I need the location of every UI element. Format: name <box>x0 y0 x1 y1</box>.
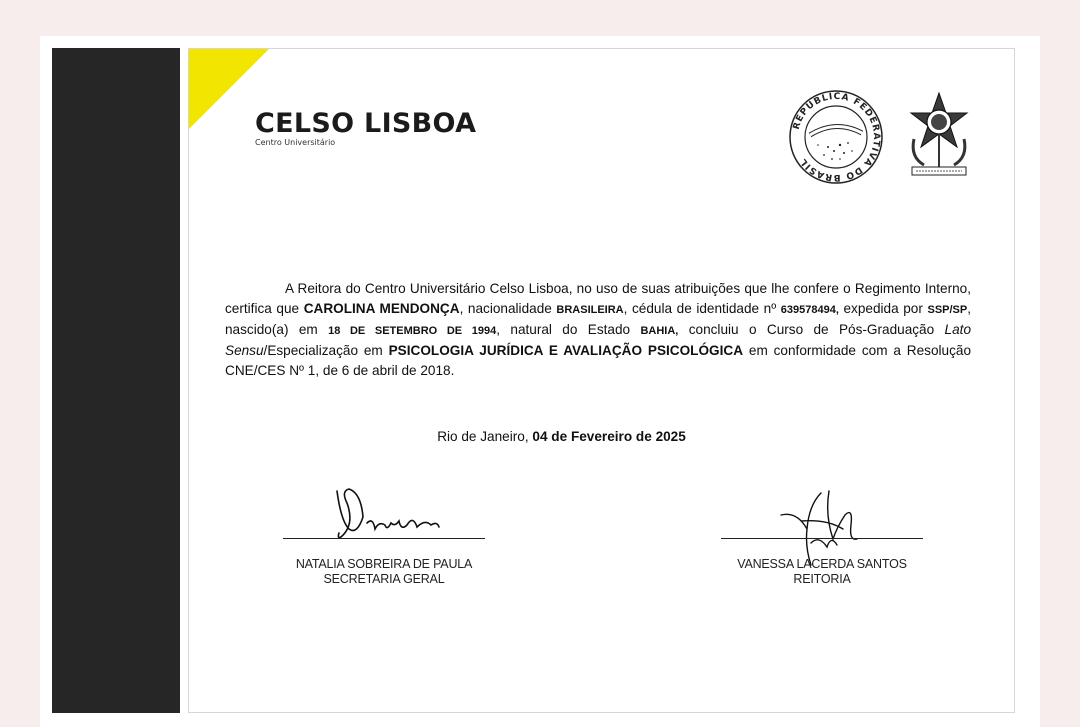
signatory-left-role: SECRETARIA GERAL <box>323 572 445 586</box>
course-name: PSICOLOGIA JURÍDICA E AVALIAÇÃO PSICOLÓGICA <box>388 343 744 358</box>
federal-seal-icon <box>788 89 884 185</box>
institution-logo-subtitle: Centro Universitário <box>255 138 336 147</box>
signature-left <box>327 481 447 543</box>
id-number: 639578494, <box>780 304 839 316</box>
signatory-right-name: VANESSA LACERDA SANTOS <box>737 557 907 571</box>
signatory-right-role: REITORIA <box>793 572 851 586</box>
seal-text: REPÚBLICA FEDERATIVA DO BRASIL <box>791 91 882 183</box>
signature-line-left <box>283 538 485 539</box>
certificate-body: A Reitora do Centro Universitário Celso Lisboa, no uso de suas atribuições que lhe confere o Regimento Interno, certifica que CAROLINA MENDONÇA, nacionalidade BRASILEIRA, cédula de identidade nº 639578494, expedida por SSP/SP, nascido(a) em 18 DE SETEMBRO DE 1994, natural do Estado BAHIA, concluiu o Curso de Pós-Graduação Lato Sensu/Especialização em PSICOLOGIA JURÍDICA E AVALIAÇÃO PSICOLÓGICA em conformidade com a Resolução CNE/CES Nº 1, de 6 de abril de 2018. <box>225 281 972 378</box>
id-issuer: SSP/SP <box>927 304 968 316</box>
signature-line-right <box>721 538 923 539</box>
birth-state: BAHIA, <box>640 325 679 337</box>
dark-sidebar-band <box>52 48 180 713</box>
student-name: CAROLINA MENDONÇA <box>303 301 460 316</box>
institution-logo-title: CELSO LISBOA <box>255 108 477 139</box>
birth-date: 18 DE SETEMBRO DE 1994 <box>328 325 497 337</box>
coat-of-arms-icon <box>906 89 972 185</box>
nationality: BRASILEIRA <box>556 304 624 316</box>
lato-sensu: Lato Sensu <box>225 322 972 358</box>
signatory-left <box>283 557 485 587</box>
issue-date: Rio de Janeiro, 04 de Fevereiro de 2025 <box>437 429 686 444</box>
certificate <box>188 48 1015 713</box>
signatory-right <box>721 557 923 587</box>
signatory-left-name: NATALIA SOBREIRA DE PAULA <box>295 557 473 571</box>
